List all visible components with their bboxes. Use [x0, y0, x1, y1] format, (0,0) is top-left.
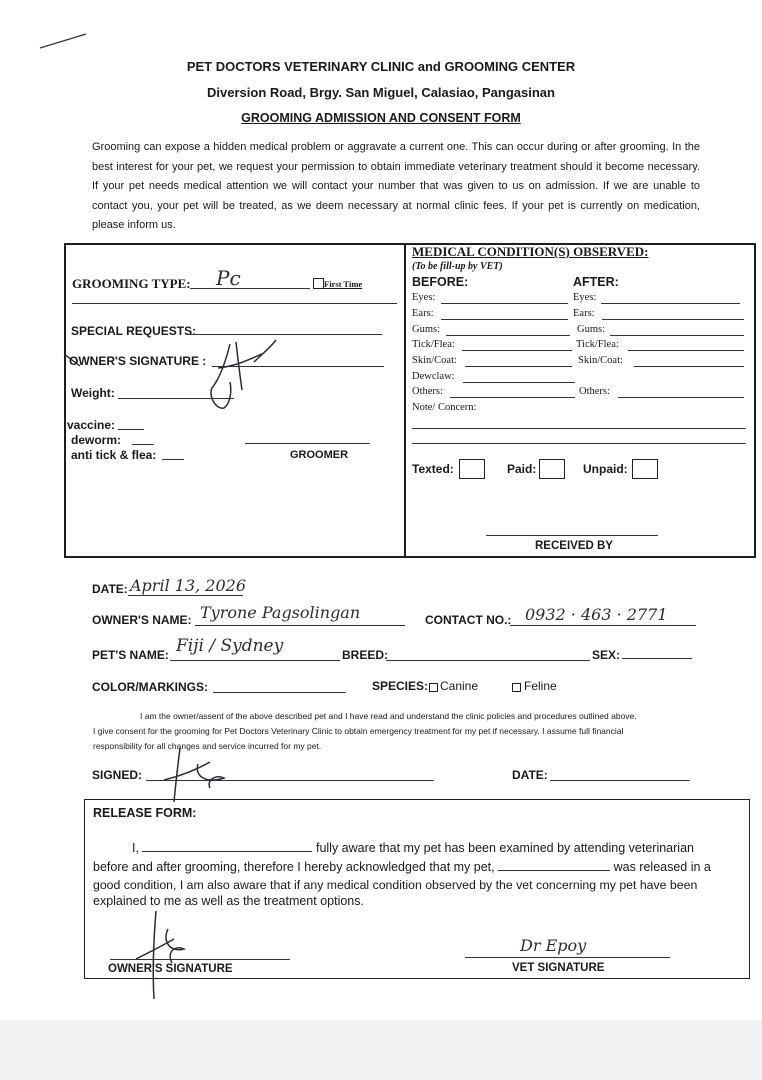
before-others-label: Others: [412, 386, 443, 397]
canine-checkbox[interactable] [429, 683, 438, 692]
medical-condition-title: MEDICAL CONDITION(S) OBSERVED: [412, 244, 649, 259]
anti-tick-label: anti tick & flea: [71, 448, 157, 462]
first-time-checkbox[interactable] [313, 278, 324, 289]
consent-line-3: responsibility for all changes and service incurred for my pet. [93, 741, 322, 751]
before-dewclaw-label: Dewclaw: [412, 371, 455, 382]
after-eyes-field[interactable] [601, 303, 740, 304]
special-requests-label: SPECIAL REQUESTS: [71, 324, 197, 338]
before-skin-label: Skin/Coat: [412, 355, 457, 366]
contact-value: 0932 · 463 · 2771 [525, 605, 668, 624]
before-gums-field[interactable] [446, 335, 570, 336]
after-gums-label: Gums: [577, 324, 606, 335]
release-i-label: I, [132, 841, 139, 855]
breed-field[interactable] [386, 660, 590, 661]
after-others-field[interactable] [618, 397, 744, 398]
vaccine-field[interactable] [118, 429, 144, 430]
release-line-1 [93, 839, 745, 859]
note-line-1[interactable] [412, 428, 746, 429]
weight-field[interactable] [118, 398, 234, 399]
release-pet-field[interactable] [498, 858, 610, 871]
release-text-c: was released in a [613, 860, 711, 874]
before-tick-label: Tick/Flea: [412, 339, 455, 350]
date-value: April 13, 2026 [130, 576, 247, 595]
intro-paragraph: Grooming can expose a hidden medical problem or aggravate a current one. This can occur during or after grooming. In the best interest for your pet, we request your permission to obtain immediate veterinary treatment should it become necessary. If your pet needs medical attention we will contact your number that was given to us on admission. If we are unable to contact you, your pet will be treated, as we deem necessary at normal clinic fees. If your pet is currently on medication, please inform us. [92, 141, 700, 231]
texted-label: Texted: [412, 462, 454, 476]
pet-name-value: Fiji / Sydney [176, 636, 284, 656]
unpaid-label: Unpaid: [583, 462, 628, 476]
consent-line-1: I am the owner/assent of the above described pet and I have read and understand the clinic policies and procedures outlined above. [140, 711, 637, 721]
species-label: SPECIES: [372, 679, 429, 693]
deworm-field[interactable] [132, 444, 154, 445]
release-form-title: RELEASE FORM: [93, 806, 197, 820]
before-tick-field[interactable] [462, 350, 572, 351]
release-line-3: good condition, I am also aware that if any medical condition observed by the vet concerning my pet have been [93, 878, 698, 892]
color-markings-field[interactable] [213, 692, 346, 693]
anti-tick-field[interactable] [162, 459, 184, 460]
after-skin-field[interactable] [634, 366, 744, 367]
release-text-a: fully aware that my pet has been examined by attending veterinarian [315, 841, 694, 855]
feline-label: Feline [524, 679, 557, 693]
after-others-label: Others: [579, 386, 610, 397]
received-by-field[interactable] [486, 535, 658, 536]
deworm-label: deworm: [71, 433, 122, 447]
contact-field[interactable] [510, 625, 696, 626]
contact-label: CONTACT NO.: [425, 613, 512, 627]
before-gums-label: Gums: [412, 324, 441, 335]
vet-signature-label: VET SIGNATURE [512, 962, 605, 974]
clinic-address: Diversion Road, Brgy. San Miguel, Calasiao, Pangasinan [207, 85, 555, 100]
after-ears-label: Ears: [573, 308, 595, 319]
owner-name-value: Tyrone Pagsolingan [200, 603, 361, 622]
note-concern-label: Note/ Concern: [412, 402, 477, 413]
after-skin-label: Skin/Coat: [578, 355, 623, 366]
paid-checkbox[interactable] [539, 459, 565, 479]
after-gums-field[interactable] [610, 335, 744, 336]
before-eyes-label: Eyes: [412, 292, 436, 303]
panel-divider [404, 243, 406, 558]
owner-name-label: OWNER'S NAME: [92, 613, 192, 627]
after-ears-field[interactable] [602, 319, 744, 320]
consent-date-label: DATE: [512, 768, 548, 782]
paid-label: Paid: [507, 462, 537, 476]
grooming-type-label: GROOMING TYPE: [72, 276, 191, 291]
grooming-type-value: Pc [216, 266, 241, 290]
feline-checkbox[interactable] [512, 683, 521, 692]
sex-field[interactable] [622, 658, 692, 659]
consent-line-2: I give consent for the grooming for Pet Doctors Veterinary Clinic to obtain emergency treatment for my pet if necessary. I assume full financial [93, 726, 624, 736]
weight-label: Weight: [71, 386, 115, 400]
date-field[interactable] [128, 595, 243, 596]
first-time-label: First Time [324, 279, 363, 289]
groomer-signature-field[interactable] [245, 443, 370, 444]
vaccine-label: vaccine: [67, 418, 116, 432]
medical-condition-subtitle: (To be fill-up by VET) [412, 261, 503, 272]
pet-name-field[interactable] [170, 660, 340, 661]
release-owner-scribble-icon [118, 905, 198, 1005]
grooming-extra-line[interactable] [72, 303, 397, 304]
after-eyes-label: Eyes: [573, 292, 597, 303]
release-line-4: explained to me as well as the treatment options. [93, 894, 364, 908]
scan-background [0, 1020, 762, 1080]
grooming-type-field[interactable] [190, 288, 310, 289]
before-label: BEFORE: [412, 275, 469, 289]
owner-name-field[interactable] [195, 625, 405, 626]
before-ears-label: Ears: [412, 308, 434, 319]
note-line-2[interactable] [412, 443, 746, 444]
groomer-label: GROOMER [290, 449, 349, 461]
vet-signature-field[interactable] [465, 957, 670, 958]
release-text-b: before and after grooming, therefore I hereby acknowledged that my pet, [93, 860, 495, 874]
after-tick-label: Tick/Flea: [576, 339, 619, 350]
after-tick-field[interactable] [628, 350, 744, 351]
release-line-2 [93, 858, 745, 878]
signed-label: SIGNED: [92, 768, 143, 782]
texted-checkbox[interactable] [459, 459, 485, 479]
before-dewclaw-field[interactable] [463, 382, 575, 383]
owner-signature-label: OWNER'S SIGNATURE : [69, 354, 207, 368]
pen-mark-icon [38, 30, 90, 52]
owner-signature-scribble-icon [196, 330, 284, 416]
vet-signature-value: Dr Epoy [520, 936, 587, 955]
before-eyes-field[interactable] [441, 303, 568, 304]
date-label: DATE: [92, 582, 128, 596]
color-markings-label: COLOR/MARKINGS: [92, 680, 208, 694]
owner-signature-release-label: OWNER'S SIGNATURE [108, 963, 233, 975]
before-skin-field[interactable] [465, 366, 572, 367]
canine-label: Canine [440, 679, 479, 693]
unpaid-checkbox[interactable] [632, 459, 658, 479]
strike-mark-icon [62, 350, 82, 370]
consent-date-field[interactable] [550, 780, 690, 781]
before-ears-field[interactable] [441, 319, 568, 320]
form-title: GROOMING ADMISSION AND CONSENT FORM [241, 111, 521, 125]
pet-name-label: PET'S NAME: [92, 648, 169, 662]
after-label: AFTER: [573, 275, 619, 289]
release-name-field[interactable] [142, 839, 312, 852]
received-by-label: RECEIVED BY [535, 540, 613, 552]
breed-label: BREED: [342, 648, 389, 662]
sex-label: SEX: [592, 648, 621, 662]
before-others-field[interactable] [450, 397, 575, 398]
clinic-name: PET DOCTORS VETERINARY CLINIC and GROOMING CENTER [186, 59, 576, 74]
